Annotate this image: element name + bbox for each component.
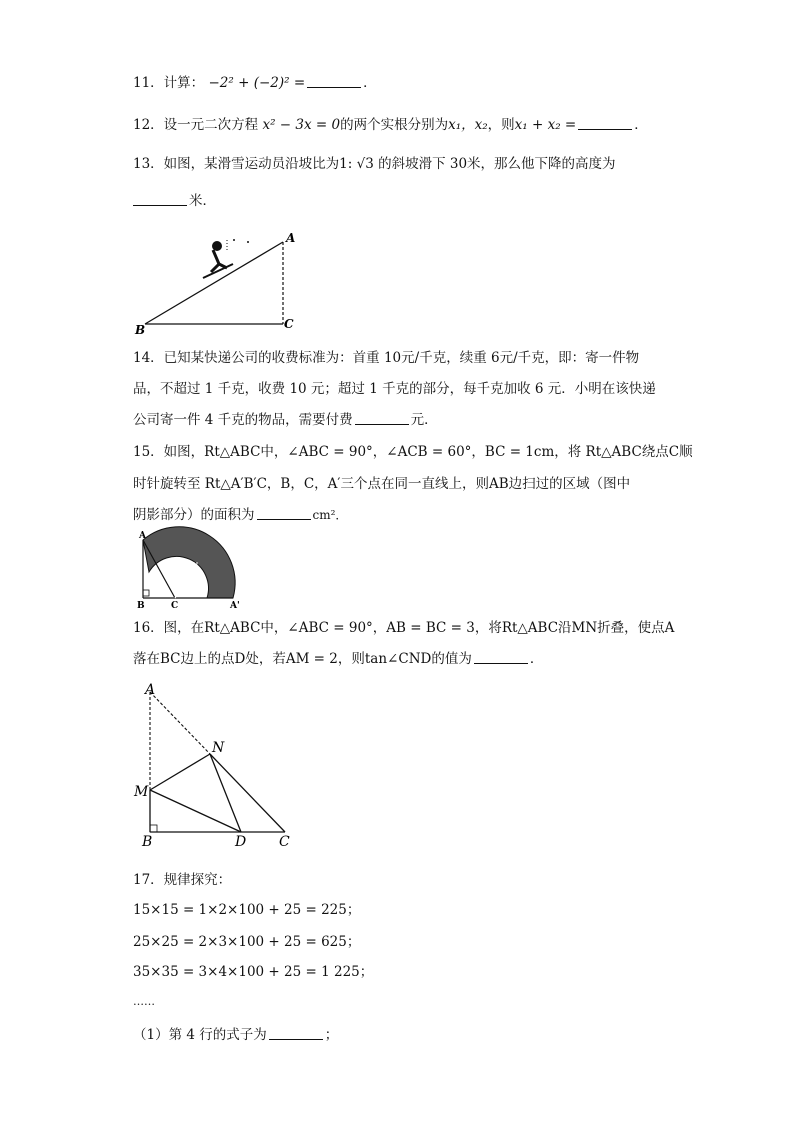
q17-part1-end: ； <box>324 1027 339 1043</box>
q13-label-A: A <box>286 231 296 245</box>
question-15-line3 <box>133 506 347 524</box>
q15-side-CB2 <box>175 568 191 598</box>
q17-row-3: 35×35 = 3×4×100 + 25 = 1 225； <box>133 964 374 980</box>
q16-right-angle <box>150 825 157 832</box>
q13-slope-figure <box>133 228 313 340</box>
q11-answer-blank[interactable] <box>307 75 361 88</box>
q14-unit: 元． <box>410 412 438 428</box>
q15-right-angle <box>143 590 149 596</box>
question-15-line2: 时针旋转至 Rt△A′B′C，B，C，A′三个点在同一直线上，则AB边扫过的区域（图中 <box>133 476 631 492</box>
q16-fold-figure <box>133 680 303 852</box>
skier-icon <box>203 239 249 278</box>
question-12 <box>133 116 648 134</box>
question-13-line2 <box>133 192 216 210</box>
q16-label-D: D <box>235 834 247 850</box>
q16-end: ． <box>529 651 544 667</box>
question-14-line2: 品，不超过 1 千克，收费 10 元；超过 1 千克的部分，每千克加收 6 元．小明在该快递 <box>133 381 656 397</box>
q12-sum: x₁ + x₂ = <box>514 117 577 133</box>
question-11 <box>133 74 377 92</box>
question-15-line1: 15．如图，Rt△ABC中，∠ABC = 90°，∠ACB = 60°，BC = 1cm，将 Rt△ABC绕点C顺 <box>133 444 693 460</box>
q12-equation: x² − 3x = 0 <box>262 117 341 133</box>
q14-line3-text: 公司寄一件 4 千克的物品，需要付费 <box>133 412 353 428</box>
q13-answer-blank[interactable] <box>133 193 187 206</box>
q15-label-B: B <box>137 601 145 611</box>
question-17-title: 17．规律探究： <box>133 872 232 888</box>
question-16-line1: 16．图，在Rt△ABC中，∠ABC = 90°，AB = BC = 3，将Rt△ABC沿MN折叠，使点A <box>133 620 675 636</box>
q16-label-B: B <box>142 834 153 850</box>
q15-unit: cm²． <box>312 508 348 522</box>
q12-answer-blank[interactable] <box>578 117 632 130</box>
q17-answer-blank[interactable] <box>269 1027 323 1040</box>
q14-answer-blank[interactable] <box>355 412 409 425</box>
q16-side-NC <box>210 754 285 832</box>
q15-label-A-prime: A' <box>230 601 240 611</box>
q15-line3-text: 阴影部分）的面积为 <box>133 507 255 523</box>
q12-mid: 的两个实根分别为 <box>340 117 449 133</box>
q17-row-2: 25×25 = 2×3×100 + 25 = 625； <box>133 934 361 950</box>
q16-label-C: C <box>279 834 290 850</box>
q11-end: ． <box>363 75 377 91</box>
q17-part-1 <box>133 1026 338 1044</box>
q12-end: ． <box>634 117 648 133</box>
q12-mid2: ，则 <box>487 117 515 133</box>
q11-expression: −2² + (−2)² = <box>208 75 306 91</box>
q16-line2-text: 落在BC边上的点D处，若AM = 2，则tan∠CND的值为 <box>133 651 472 667</box>
q17-row-1: 15×15 = 1×2×100 + 25 = 225； <box>133 902 361 918</box>
question-14-line1: 14．已知某快递公司的收费标准为：首重 10元/千克，续重 6元/千克，即：寄一件物 <box>133 350 640 366</box>
q16-label-A: A <box>145 682 156 698</box>
q15-label-B-prime: B' <box>189 560 199 570</box>
q11-prefix: 11．计算： <box>133 75 205 91</box>
q15-label-C: C <box>171 601 179 611</box>
q16-label-N: N <box>212 740 225 756</box>
q13-unit: 米． <box>189 193 216 209</box>
q17-ellipsis: …… <box>133 995 155 1008</box>
q12-roots: x₁，x₂ <box>448 117 488 133</box>
q16-answer-blank[interactable] <box>474 651 528 664</box>
q16-label-M: M <box>134 784 149 800</box>
q13-label-B: B <box>135 323 146 337</box>
q16-fold-MN <box>150 754 210 790</box>
q15-label-A: A <box>139 531 146 541</box>
question-16-line2 <box>133 650 543 668</box>
question-14-line3 <box>133 411 438 429</box>
question-13-line1: 13．如图，某滑雪运动员沿坡比为1: √3 的斜坡滑下 30米，那么他下降的高度为 <box>133 156 616 172</box>
q17-part1-text: （1）第 4 行的式子为 <box>133 1027 267 1043</box>
q13-label-C: C <box>284 317 294 331</box>
q12-prefix: 12．设一元二次方程 <box>133 117 259 133</box>
q15-answer-blank[interactable] <box>257 507 311 520</box>
q15-rotation-figure <box>133 532 253 610</box>
q16-dashed-AN <box>150 692 210 754</box>
